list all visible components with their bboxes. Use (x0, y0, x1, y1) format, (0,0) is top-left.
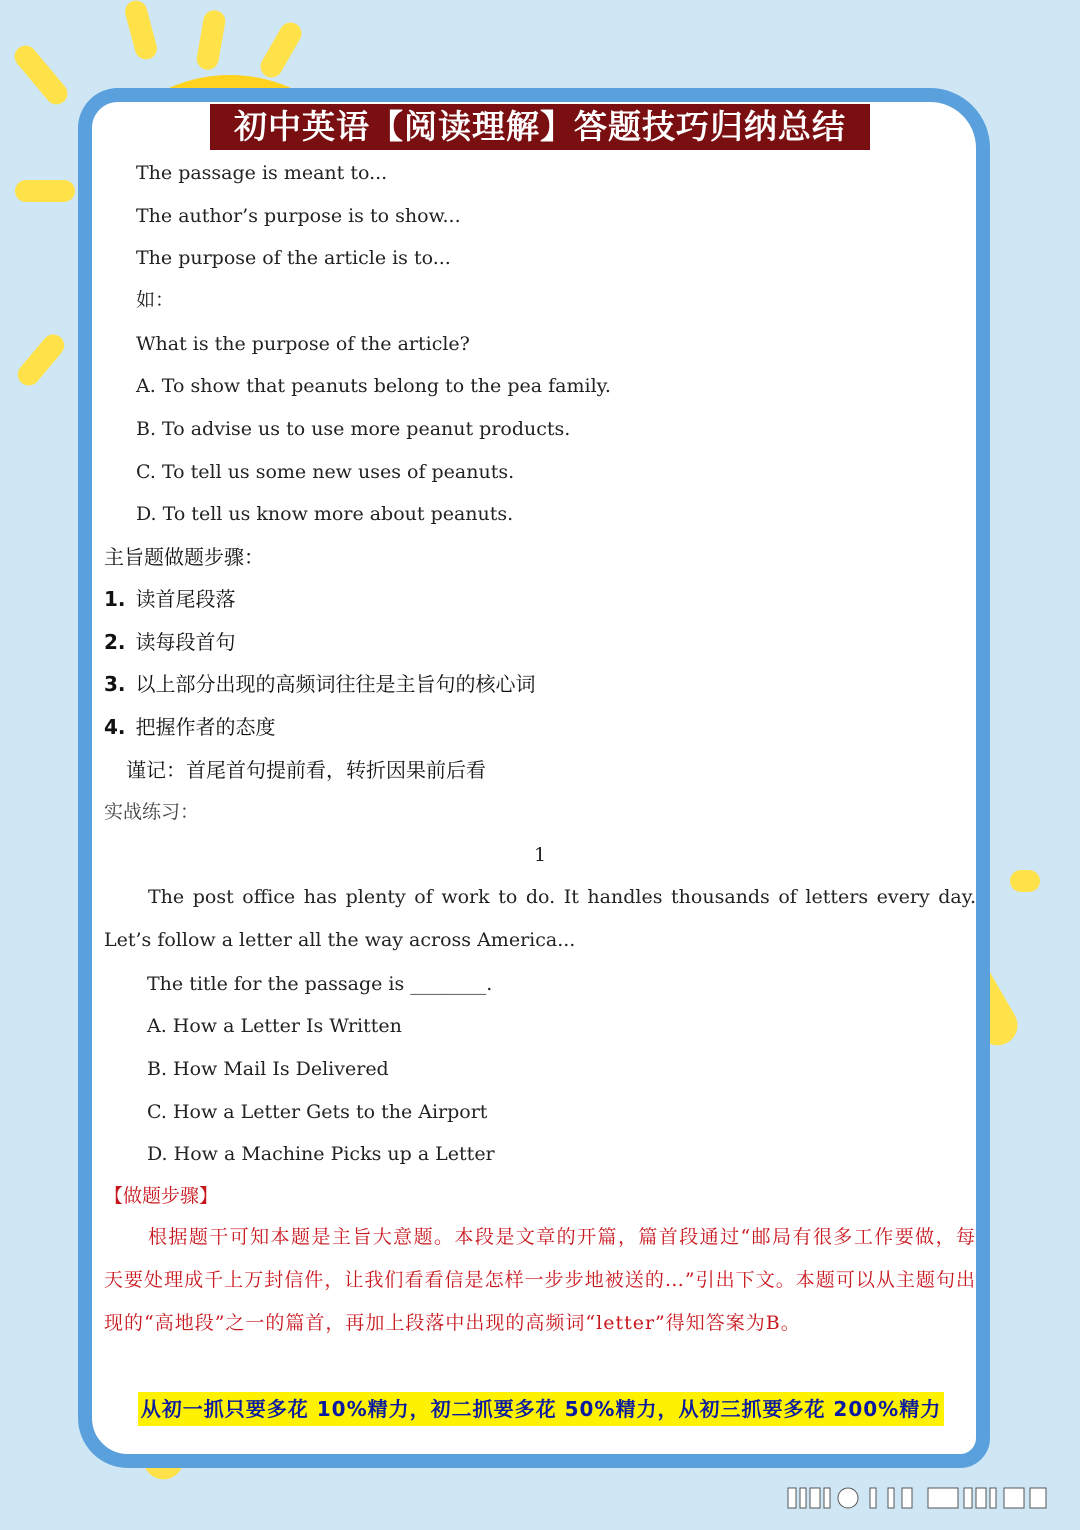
step-item: 4. 把握作者的态度 (104, 715, 276, 739)
intro-line: The author’s purpose is to show... (136, 205, 461, 227)
intro-line: The purpose of the article is to... (136, 247, 451, 269)
solution-heading: 【做题步骤】 (104, 1185, 219, 1207)
answer-option: B. How Mail Is Delivered (147, 1058, 389, 1080)
answer-option: D. How a Machine Picks up a Letter (147, 1143, 495, 1165)
memo-text: 谨记：首尾首句提前看，转折因果前后看 (126, 758, 486, 782)
example-question: What is the purpose of the article? (136, 333, 470, 355)
slogan-banner: 从初一抓只要多花 10%精力，初二抓要多花 50%精力，从初三抓要多花 200%精力 (138, 1392, 944, 1426)
example-option: C. To tell us some new uses of peanuts. (136, 461, 515, 483)
passage-text: The post office has plenty of work to do. It handles thousands of letters every day. Let’s follow a letter all the way across America... (104, 886, 976, 951)
watermark-logo (778, 1484, 1058, 1512)
answer-option: C. How a Letter Gets to the Airport (147, 1101, 488, 1123)
practice-number: 1 (534, 844, 547, 866)
step-item: 3. 以上部分出现的高频词往往是主旨句的核心词 (104, 672, 536, 696)
example-label: 如： (136, 289, 175, 311)
step-item: 1. 读首尾段落 (104, 587, 236, 611)
steps-heading: 主旨题做题步骤： (104, 545, 264, 569)
question-text: The title for the passage is ________. (147, 973, 493, 995)
answer-option: A. How a Letter Is Written (147, 1015, 402, 1037)
example-option: A. To show that peanuts belong to the pea family. (136, 375, 611, 397)
example-option: B. To advise us to use more peanut products. (136, 418, 571, 440)
practice-heading: 实战练习： (104, 801, 200, 823)
intro-line: The passage is meant to... (136, 162, 388, 184)
solution-text: 根据题干可知本题是主旨大意题。本段是文章的开篇，篇首段通过“邮局有很多工作要做，每天要处理成千上万封信件，让我们看看信是怎样一步步地被送的…”引出下文。本题可以从主题句出现的“高地段”之一的篇首，再加上段落中出现的高频词“letter”得知答案为B。 (104, 1226, 976, 1334)
step-item: 2. 读每段首句 (104, 630, 236, 654)
example-option: D. To tell us know more about peanuts. (136, 503, 514, 525)
page-title: 初中英语【阅读理解】答题技巧归纳总结 (210, 104, 870, 150)
